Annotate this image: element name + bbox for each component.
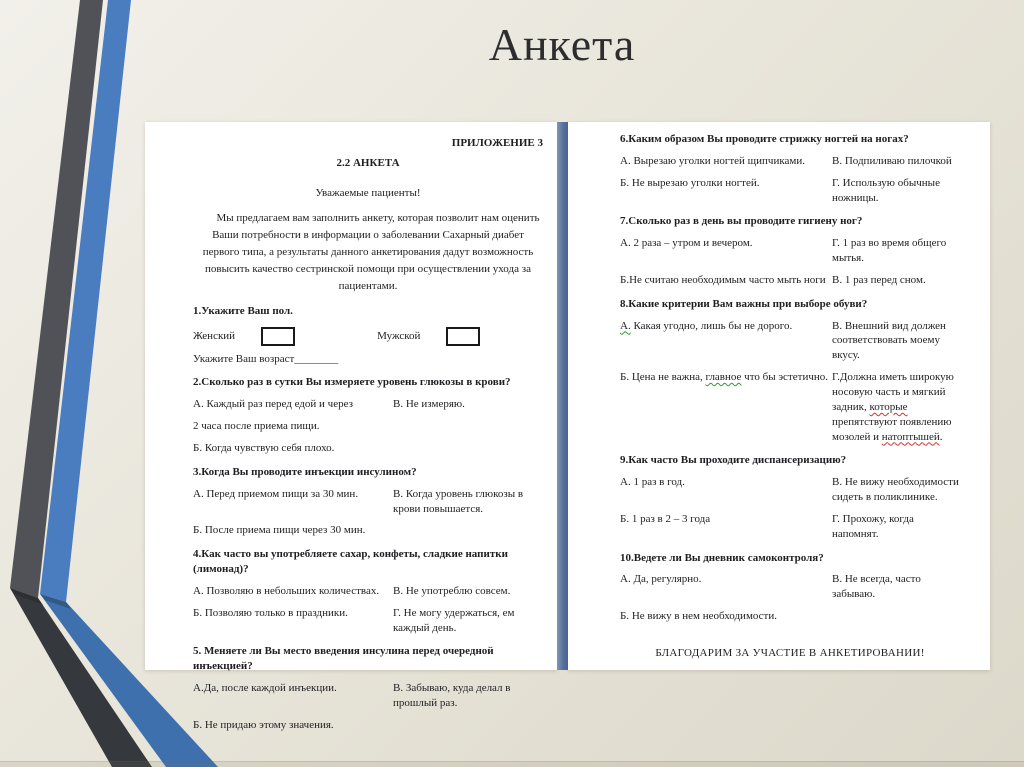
option-text: В. Забываю, куда делал в прошлый раз. xyxy=(393,682,511,709)
option-text: А. Перед приемом пищи за 30 мин. xyxy=(193,487,359,500)
intro-paragraph: Мы предлагаем вам заполнить анкету, которая позволит нам оценить Ваши потребности в информации о заболевании Сахарный диабет первого типа, а результаты данного анкетирования дадут возможность повысить качество сестринской помощи при осуществлении ухода за пациентами. xyxy=(202,211,540,292)
question-2-row xyxy=(193,441,543,456)
option-text: А. Позволяю в небольших количествах. xyxy=(193,584,380,597)
option-text: А. 1 раз в год. xyxy=(620,476,685,489)
question-8-heading: 8.Какие критерии Вам важны при выборе обуви? xyxy=(620,297,868,310)
question-3-heading: 3.Когда Вы проводите инъекции инсулином? xyxy=(193,465,417,478)
age-line: Укажите Ваш возраст________ xyxy=(193,352,339,365)
option-text: В. Не всегда, часто забываю. xyxy=(832,573,921,601)
option-text: А. Да, регулярно. xyxy=(620,573,702,586)
question-6-row xyxy=(620,176,960,206)
option-text: Б. 1 раз в 2 – 3 года xyxy=(620,512,711,525)
option-text: А. Какая угодно, лишь бы не дорого. xyxy=(620,319,793,332)
option-text: В. Когда уровень глюкозы в крови повышается. xyxy=(393,487,524,515)
option-text xyxy=(393,523,543,538)
option-text: А.Да, после каждой инъекции. xyxy=(193,682,337,695)
question-9-row xyxy=(620,475,960,505)
male-checkbox xyxy=(446,327,480,346)
option-text: В. Внешний вид должен соответствовать моему вкусу. xyxy=(832,319,946,362)
option-text: Г. 1 раз во время общего мытья. xyxy=(832,237,947,265)
page-divider-spine xyxy=(557,122,568,670)
question-4-row xyxy=(193,606,543,636)
option-text xyxy=(393,419,543,434)
question-5-heading: 5. Меняете ли Вы место введения инсулина перед очередной инъекцией? xyxy=(193,645,494,673)
question-4-row xyxy=(193,584,543,599)
option-text: В. Не измеряю. xyxy=(393,398,465,411)
question-5-row xyxy=(193,681,543,711)
option-text: В. 1 раз перед сном. xyxy=(832,273,926,286)
document-heading: 2.2 АНКЕТА xyxy=(336,156,400,169)
questionnaire-page-2 xyxy=(568,122,990,670)
option-text: 2 часа после приема пищи. xyxy=(193,420,320,433)
question-9-heading: 9.Как часто Вы проходите диспансеризацию? xyxy=(620,454,847,467)
question-2-heading: 2.Сколько раз в сутки Вы измеряете уровень глюкозы в крови? xyxy=(193,376,511,389)
option-text: Б. Не придаю этому значения. xyxy=(193,718,334,731)
female-label: Женский xyxy=(193,329,236,342)
option-text: Б. Цена не важна, главное что бы эстетично. xyxy=(620,371,828,384)
option-text: Б. После приема пищи через 30 мин. xyxy=(193,524,366,537)
option-text xyxy=(832,609,960,624)
salutation: Уважаемые пациенты! xyxy=(315,186,421,199)
male-label: Мужской xyxy=(377,329,421,342)
question-5-row xyxy=(193,718,543,733)
option-text: В. Подпиливаю пилочкой xyxy=(832,154,952,167)
option-text xyxy=(393,441,543,456)
option-text: В. Не вижу необходимости сидеть в поликлинике. xyxy=(832,476,959,504)
question-10-row xyxy=(620,609,960,624)
option-text: Г.Должна иметь широкую носовую часть и мягкий задник, которые препятствуют появлению мозолей и натоптышей. xyxy=(832,371,954,443)
option-text: Г. Прохожу, когда напомнят. xyxy=(832,512,914,540)
question-6-heading: 6.Каким образом Вы проводите стрижку ногтей на ногах? xyxy=(620,133,909,145)
question-2-row xyxy=(193,419,543,434)
question-4-heading: 4.Как часто вы употребляете сахар, конфеты, сладкие напитки (лимонад)? xyxy=(193,548,508,576)
option-text: Б. Позволяю только в праздники. xyxy=(193,606,348,619)
question-7-row xyxy=(620,236,960,266)
option-text: А. Каждый раз перед едой и через xyxy=(193,398,353,411)
question-1-heading: 1.Укажите Ваш пол. xyxy=(193,304,293,317)
female-checkbox xyxy=(261,327,295,346)
question-8-row xyxy=(620,319,960,364)
slide-bottom-edge xyxy=(0,761,1024,767)
question-2-row xyxy=(193,397,543,412)
option-text: А. 2 раза – утром и вечером. xyxy=(620,237,753,250)
option-text: А. Вырезаю уголки ногтей щипчиками. xyxy=(620,154,805,167)
thanks-line: БЛАГОДАРИМ ЗА УЧАСТИЕ В АНКЕТИРОВАНИИ! xyxy=(655,646,925,659)
question-10-row xyxy=(620,572,960,602)
questionnaire-page-1 xyxy=(145,122,557,731)
question-8-row xyxy=(620,370,960,444)
option-text xyxy=(393,718,543,733)
option-text: Г. Использую обычные ножницы. xyxy=(832,176,940,204)
option-text: Б. Когда чувствую себя плохо. xyxy=(193,441,335,454)
option-text: Б. Не вижу в нем необходимости. xyxy=(620,610,778,623)
question-10-heading: 10.Ведете ли Вы дневник самоконтроля? xyxy=(620,551,824,564)
question-6-row xyxy=(620,154,960,169)
appendix-label: ПРИЛОЖЕНИЕ 3 xyxy=(451,137,543,149)
slide-title: Анкета xyxy=(488,19,636,70)
question-3-row xyxy=(193,523,543,538)
question-7-row xyxy=(620,273,960,288)
option-text: Б. Не вырезаю уголки ногтей. xyxy=(620,176,760,189)
question-3-row xyxy=(193,487,543,517)
question-7-heading: 7.Сколько раз в день вы проводите гигиену ног? xyxy=(620,215,863,228)
option-text: Б.Не считаю необходимым часто мыть ноги xyxy=(620,273,826,286)
option-text: Г. Не могу удержаться, ем каждый день. xyxy=(393,606,515,634)
gender-row xyxy=(193,327,543,346)
question-9-row xyxy=(620,512,960,542)
option-text: В. Не употреблю совсем. xyxy=(393,584,511,597)
